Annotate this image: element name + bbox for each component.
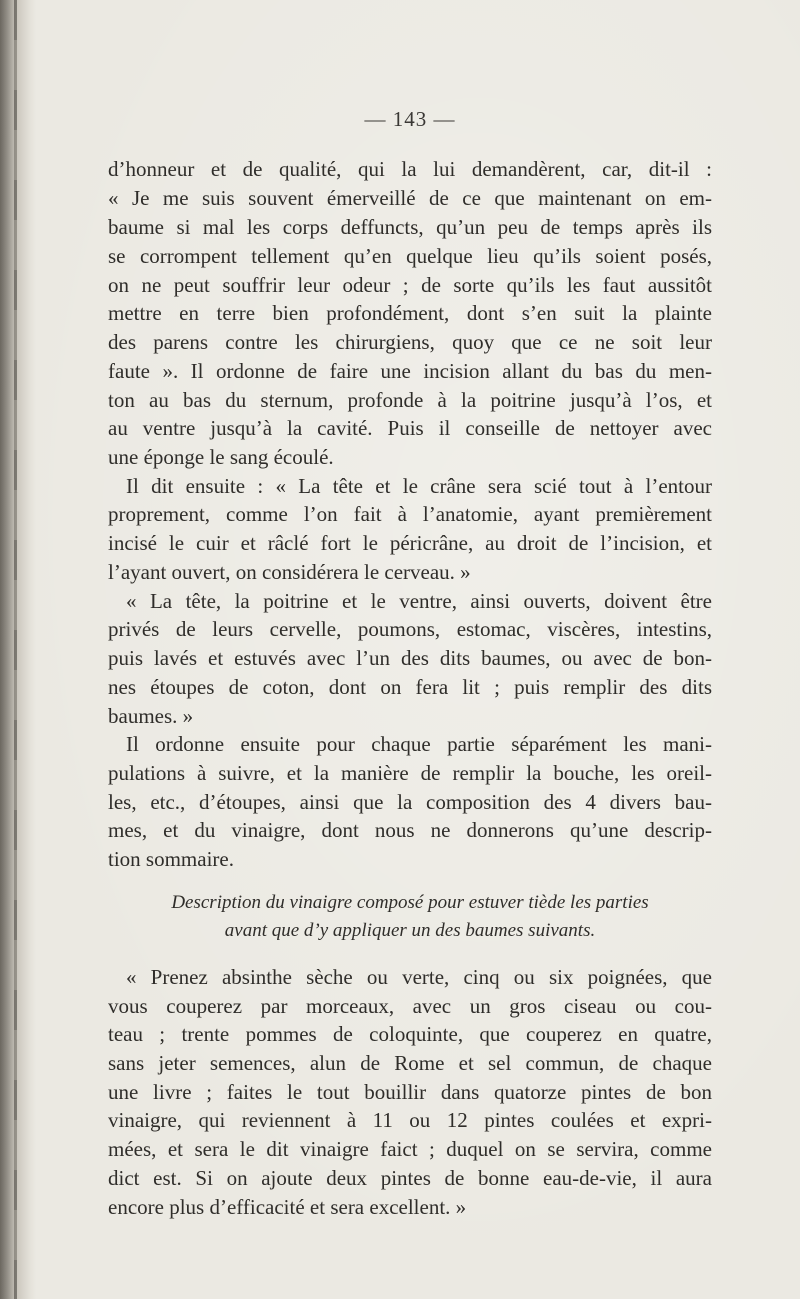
text-line: « La tête, la poitrine et le ventre, ainsi ouverts, doivent être [126,589,712,613]
text-line: tion sommaire. [108,847,234,871]
text-line: mées, et sera le dit vinaigre faict ; duquel on se servira, comme [108,1137,712,1161]
text-line: au ventre jusqu’à la cavité. Puis il conseille de nettoyer avec [108,416,712,440]
book-spine-shadow [0,0,36,1299]
text-line: une livre ; faites le tout bouillir dans quatorze pintes de bon [108,1080,712,1104]
page-number: — 143 — [364,107,456,131]
text-line: mettre en terre bien profondément, dont s’en suit la plainte [108,301,712,325]
text-line: vinaigre, qui reviennent à 11 ou 12 pintes coulées et expri- [108,1108,712,1132]
text-line: se corrompent tellement qu’en quelque lieu qu’ils soient posés, [108,244,712,268]
text-line: l’ayant ouvert, on considérera le cerveau. » [108,560,471,584]
text-line: Il dit ensuite : « La tête et le crâne sera scié tout à l’entour [126,474,712,498]
text-line: puis lavés et estuvés avec l’un des dits baumes, ou avec de bon- [108,646,712,670]
text-line: les, etc., d’étoupes, ainsi que la composition des 4 divers bau- [108,790,712,814]
text-line: mes, et du vinaigre, dont nous ne donnerons qu’une descrip- [108,818,712,842]
text-line: sans jeter semences, alun de Rome et sel commun, de chaque [108,1051,712,1075]
text-line: « Prenez absinthe sèche ou verte, cinq ou six poignées, que [126,965,712,989]
binding-edge [14,0,17,1299]
text-line: dict est. Si on ajoute deux pintes de bonne eau-de-vie, il aura [108,1166,712,1190]
section-caption: Description du vinaigre composé pour estuver tiède les parties [171,892,649,913]
text-line: on ne peut souffrir leur odeur ; de sorte qu’ils les faut aussitôt [108,273,712,297]
text-line: « Je me suis souvent émerveillé de ce que maintenant on em- [108,186,712,210]
text-line: incisé le cuir et râclé fort le péricrâne, au droit de l’incision, et [108,531,712,555]
text-line: baume si mal les corps deffuncts, qu’un peu de temps après ils [108,215,712,239]
section-caption: avant que d’y appliquer un des baumes suivants. [224,920,596,941]
text-line: ton au bas du sternum, profonde à la poitrine jusqu’à l’os, et [108,388,712,412]
text-line: faute ». Il ordonne de faire une incision allant du bas du men- [108,359,712,383]
text-line: privés de leurs cervelle, poumons, estomac, viscères, intestins, [108,617,712,641]
text-line: proprement, comme l’on fait à l’anatomie, ayant premièrement [108,502,712,526]
text-line: une éponge le sang écoulé. [108,445,334,469]
text-line: encore plus d’efficacité et sera excellent. » [108,1195,467,1219]
text-line: baumes. » [108,704,194,728]
text-line: des parens contre les chirurgiens, quoy que ce ne soit leur [108,330,712,354]
text-line: nes étoupes de coton, dont on fera lit ; puis remplir des dits [108,675,712,699]
text-line: vous couperez par morceaux, avec un gros ciseau ou cou- [108,994,712,1018]
text-line: d’honneur et de qualité, qui la lui demandèrent, car, dit-il : [108,157,712,181]
text-line: teau ; trente pommes de coloquinte, que couperez en quatre, [108,1022,712,1046]
text-line: Il ordonne ensuite pour chaque partie séparément les mani- [126,732,712,756]
text-line: pulations à suivre, et la manière de remplir la bouche, les oreil- [108,761,712,785]
